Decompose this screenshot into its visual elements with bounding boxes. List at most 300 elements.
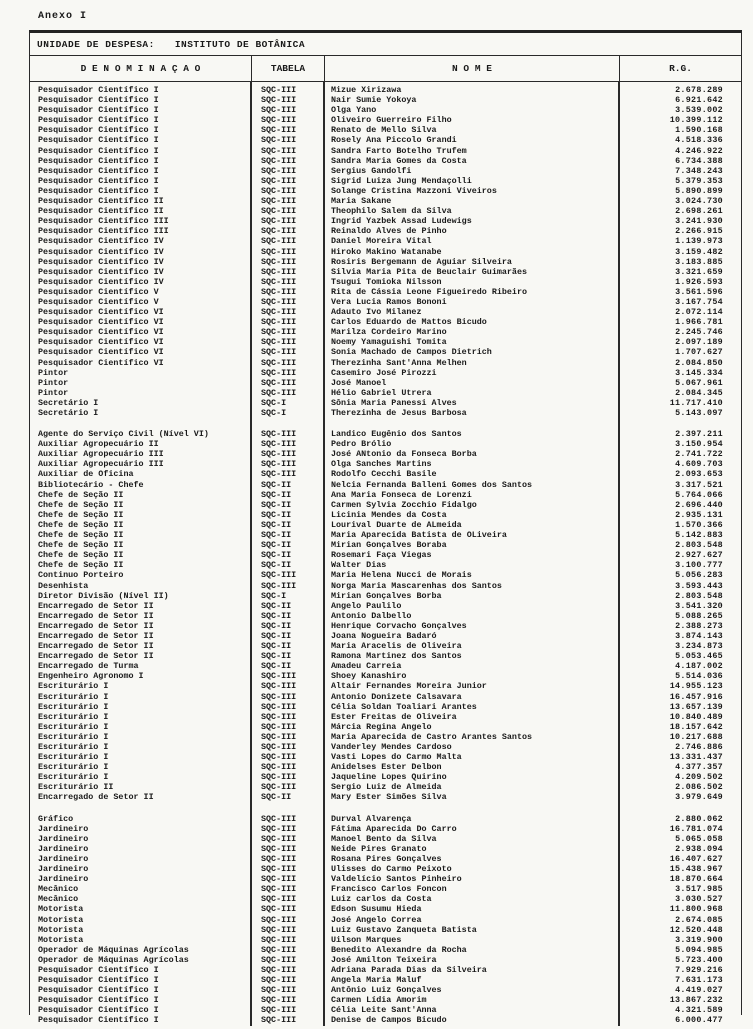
- tabela-cell: SQC-II: [261, 641, 292, 652]
- denominacao-cell: Secretário I: [38, 397, 99, 408]
- nome-cell: Durval Alvarença: [331, 813, 412, 824]
- denominacao-cell: Jardineiro: [38, 833, 89, 844]
- denominacao-cell: Encarregado de Setor II: [38, 620, 154, 631]
- nome-cell: Rita de Cássia Leone Figueiredo Ribeiro: [331, 286, 528, 297]
- table-row: [30, 702, 741, 712]
- rg-cell: 2.935.131: [675, 509, 723, 520]
- denominacao-cell: Escriturário I: [38, 691, 109, 702]
- denominacao-cell: Pesquisador Científico VI: [38, 317, 164, 328]
- denominacao-cell: Pintor: [38, 367, 69, 378]
- table-row: [30, 671, 741, 681]
- denominacao-cell: Escriturário I: [38, 731, 109, 742]
- denominacao-cell: Pesquisador Científico I: [38, 985, 159, 996]
- table-row: [30, 459, 741, 469]
- rg-cell: 4.419.027: [675, 985, 723, 996]
- table-row: [30, 692, 741, 702]
- tabela-cell: SQC-II: [261, 792, 292, 803]
- denominacao-cell: Pesquisador Científico I: [38, 964, 159, 975]
- rg-cell: 3.517.985: [675, 884, 723, 895]
- rg-cell: 14.955.123: [669, 681, 723, 692]
- denominacao-cell: Chefe de Seção II: [38, 530, 124, 541]
- table-row: [30, 388, 741, 398]
- table-row: [30, 398, 741, 408]
- tabela-cell: SQC-III: [261, 731, 297, 742]
- denominacao-cell: Operador de Máquinas Agrícolas: [38, 944, 189, 955]
- denominacao-cell: Encarregado de Setor II: [38, 792, 154, 803]
- nome-cell: Silvia Maria Pita de Beuclair Guimarães: [331, 266, 528, 277]
- denominacao-cell: Pesquisador Científico V: [38, 296, 159, 307]
- nome-cell: Joana Nogueira Badaró: [331, 630, 437, 641]
- column-divider: [250, 82, 252, 1026]
- unit-value: INSTITUTO DE BOTÂNICA: [174, 38, 306, 50]
- denominacao-cell: Pesquisador Científico I: [38, 1005, 159, 1016]
- table-row: [30, 95, 741, 105]
- nome-cell: Sergio Luiz de Almeida: [331, 782, 442, 793]
- nome-cell: Angelo Paulilo: [331, 600, 402, 611]
- nome-cell: Sandra Farto Botelho Trufem: [331, 145, 467, 156]
- table-row: [30, 317, 741, 327]
- table-row: [30, 115, 741, 125]
- table-row: [30, 439, 741, 449]
- column-header-nome: N O M E: [324, 56, 619, 81]
- nome-cell: Mizue Xirizawa: [331, 85, 402, 95]
- personnel-table: [29, 30, 742, 1026]
- tabela-cell: SQC-III: [261, 105, 297, 116]
- denominacao-cell: Pesquisador Científico I: [38, 165, 159, 176]
- denominacao-cell: Pesquisador Científico VI: [38, 337, 164, 348]
- nome-cell: Solange Cristina Mazzoni Viveiros: [331, 185, 497, 196]
- denominacao-cell: Pesquisador Científico I: [38, 135, 159, 146]
- nome-cell: Carmen Sylvia Zocchio Fidalgo: [331, 499, 477, 510]
- nome-cell: Antonio Dalbello: [331, 610, 412, 621]
- tabela-cell: SQC-III: [261, 256, 297, 267]
- rg-cell: 2.803.548: [675, 540, 723, 551]
- tabela-cell: SQC-II: [261, 550, 292, 561]
- tabela-cell: SQC-II: [261, 519, 292, 530]
- tabela-cell: SQC-III: [261, 165, 297, 176]
- denominacao-cell: Pesquisador Científico I: [38, 125, 159, 136]
- denominacao-cell: Pintor: [38, 387, 69, 398]
- denominacao-cell: Mecânico: [38, 894, 79, 905]
- denominacao-cell: Pesquisador Científico I: [38, 185, 159, 196]
- table-row: [30, 874, 741, 884]
- tabela-cell: SQC-III: [261, 95, 297, 106]
- table-row: [30, 752, 741, 762]
- tabela-cell: SQC-III: [261, 823, 297, 834]
- nome-cell: Ramona Martinez dos Santos: [331, 651, 462, 662]
- tabela-cell: SQC-III: [261, 995, 297, 1006]
- rg-cell: 1.590.168: [675, 125, 723, 136]
- denominacao-cell: Auxiliar Agropecuário II: [38, 439, 159, 450]
- tabela-cell: SQC-III: [261, 175, 297, 186]
- nome-cell: Benedito Alexandre da Rocha: [331, 944, 467, 955]
- nome-cell: José Amilton Teixeira: [331, 954, 437, 965]
- rg-cell: 11.717.410: [669, 397, 723, 408]
- table-row: [30, 166, 741, 176]
- table-row: [30, 732, 741, 742]
- table-row: [30, 651, 741, 661]
- denominacao-cell: Pesquisador Científico IV: [38, 236, 164, 247]
- tabela-cell: SQC-III: [261, 752, 297, 763]
- table-row: [30, 146, 741, 156]
- table-row: [30, 236, 741, 246]
- table-row: [30, 429, 741, 439]
- denominacao-cell: Motorista: [38, 924, 84, 935]
- tabela-cell: SQC-III: [261, 469, 297, 480]
- table-row: [30, 247, 741, 257]
- table-row: [30, 277, 741, 287]
- rg-cell: 18.157.642: [669, 721, 723, 732]
- rg-cell: 10.217.688: [669, 731, 723, 742]
- table-row: [30, 267, 741, 277]
- nome-cell: Lourival Duarte de ALmeida: [331, 519, 462, 530]
- tabela-cell: SQC-III: [261, 691, 297, 702]
- nome-cell: Anidelses Ester Delbon: [331, 762, 442, 773]
- tabela-cell: SQC-III: [261, 772, 297, 783]
- denominacao-cell: Motorista: [38, 914, 84, 925]
- table-row: [30, 216, 741, 226]
- tabela-cell: SQC-III: [261, 216, 297, 227]
- table-row: [30, 1015, 741, 1025]
- rg-cell: 5.067.961: [675, 377, 723, 388]
- tabela-cell: SQC-III: [261, 367, 297, 378]
- denominacao-cell: Escriturário I: [38, 721, 109, 732]
- denominacao-cell: Pesquisador Científico I: [38, 145, 159, 156]
- table-row: [30, 550, 741, 560]
- tabela-cell: SQC-III: [261, 813, 297, 824]
- nome-cell: Daniel Moreira Vital: [331, 236, 432, 247]
- denominacao-cell: Escriturário I: [38, 711, 109, 722]
- rg-cell: 6.921.642: [675, 95, 723, 106]
- tabela-cell: SQC-III: [261, 985, 297, 996]
- denominacao-cell: Pesquisador Científico II: [38, 206, 164, 217]
- nome-cell: Olga Yano: [331, 105, 377, 116]
- nome-cell: Ester Freitas de Oliveira: [331, 711, 457, 722]
- denominacao-cell: Encarregado de Turma: [38, 661, 139, 672]
- table-row: [30, 186, 741, 196]
- tabela-cell: SQC-II: [261, 509, 292, 520]
- denominacao-cell: Auxiliar Agropecuário III: [38, 459, 164, 470]
- table-row: [30, 327, 741, 337]
- denominacao-cell: Pesquisador Científico III: [38, 226, 169, 237]
- tabela-cell: SQC-III: [261, 236, 297, 247]
- column-divider: [618, 82, 620, 1026]
- table-row: [30, 894, 741, 904]
- rg-cell: 6.734.388: [675, 155, 723, 166]
- tabela-cell: SQC-III: [261, 266, 297, 277]
- nome-cell: Tsugui Tomioka Nilsson: [331, 276, 442, 287]
- table-row: [30, 742, 741, 752]
- nome-cell: Vanderley Mendes Cardoso: [331, 742, 452, 752]
- tabela-cell: SQC-III: [261, 843, 297, 854]
- nome-cell: Antonio Donizete Calsavara: [331, 691, 462, 702]
- nome-cell: Mirian Gonçalves Borba: [331, 590, 442, 601]
- tabela-cell: SQC-III: [261, 681, 297, 692]
- nome-cell: Norga Maria Mascarenhas dos Santos: [331, 580, 502, 591]
- rg-cell: 1.570.366: [675, 519, 723, 530]
- tabela-cell: SQC-III: [261, 570, 297, 581]
- table-row: [30, 257, 741, 267]
- rg-cell: 7.631.173: [675, 975, 723, 986]
- denominacao-cell: Chefe de Seção II: [38, 499, 124, 510]
- rg-cell: 5.143.097: [675, 408, 723, 418]
- rg-cell: 5.379.353: [675, 175, 723, 186]
- table-row: [30, 935, 741, 945]
- rg-cell: 3.539.002: [675, 105, 723, 116]
- nome-cell: Célia Leite Sant'Anna: [331, 1005, 437, 1016]
- tabela-cell: SQC-III: [261, 904, 297, 915]
- rg-cell: 3.321.659: [675, 266, 723, 277]
- nome-cell: Mary Ester Simões Silva: [331, 792, 447, 803]
- nome-cell: Renato de Mello Silva: [331, 125, 437, 136]
- group-gap: [30, 418, 741, 429]
- tabela-cell: SQC-III: [261, 1015, 297, 1026]
- tabela-cell: SQC-II: [261, 499, 292, 510]
- table-row: [30, 792, 741, 802]
- nome-cell: Casemiro José Pirozzi: [331, 367, 437, 378]
- rg-cell: 2.072.114: [675, 307, 723, 318]
- denominacao-cell: Pesquisador Científico I: [38, 115, 159, 126]
- nome-cell: Neide Pires Granato: [331, 843, 427, 854]
- rg-cell: 18.870.664: [669, 874, 723, 885]
- nome-cell: Therezinha de Jesus Barbosa: [331, 408, 467, 418]
- table-body: [30, 82, 741, 1026]
- tabela-cell: SQC-III: [261, 196, 297, 207]
- table-row: [30, 540, 741, 550]
- nome-cell: Hiroko Makino Watanabe: [331, 246, 442, 257]
- tabela-cell: SQC-III: [261, 975, 297, 986]
- rg-cell: 4.609.703: [675, 459, 723, 470]
- denominacao-cell: Engenheiro Agronomo I: [38, 671, 144, 682]
- nome-cell: Ingrid Yazbek Assad Ludewigs: [331, 216, 472, 227]
- nome-cell: Noemy Yamaguishi Tomita: [331, 337, 447, 348]
- table-row: [30, 196, 741, 206]
- tabela-cell: SQC-II: [261, 479, 292, 490]
- column-header-row: [30, 56, 741, 82]
- rg-cell: 3.561.596: [675, 286, 723, 297]
- denominacao-cell: Bibliotecário - Chefe: [38, 479, 144, 490]
- denominacao-cell: Pintor: [38, 377, 69, 388]
- table-row: [30, 814, 741, 824]
- rg-cell: 13.331.437: [669, 752, 723, 763]
- table-row: [30, 469, 741, 479]
- rg-cell: 2.803.548: [675, 590, 723, 601]
- rg-cell: 3.319.900: [675, 934, 723, 945]
- table-row: [30, 337, 741, 347]
- nome-cell: Carlos Eduardo de Mattos Bicudo: [331, 317, 487, 328]
- nome-cell: Nair Sumie Yokoya: [331, 95, 417, 106]
- table-row: [30, 206, 741, 216]
- column-header-rg: R.G.: [619, 56, 741, 81]
- nome-cell: Adauto Ivo Milanez: [331, 307, 422, 318]
- tabela-cell: SQC-III: [261, 155, 297, 166]
- tabela-cell: SQC-II: [261, 661, 292, 672]
- denominacao-cell: Pesquisador Científico VI: [38, 357, 164, 368]
- nome-cell: Antônio Luiz Gonçalves: [331, 985, 442, 996]
- rg-cell: 13.657.139: [669, 701, 723, 712]
- table-row: [30, 510, 741, 520]
- denominacao-cell: Chefe de Seção II: [38, 550, 124, 561]
- nome-cell: Marilza Cordeiro Marino: [331, 327, 447, 338]
- denominacao-cell: Chefe de Seção II: [38, 560, 124, 571]
- rg-cell: 3.979.649: [675, 792, 723, 803]
- nome-cell: Amadeu Carreia: [331, 661, 402, 672]
- table-row: [30, 297, 741, 307]
- table-row: [30, 925, 741, 935]
- rg-cell: 2.741.722: [675, 449, 723, 460]
- denominacao-cell: Secretário I: [38, 408, 99, 418]
- rg-cell: 13.867.232: [669, 995, 723, 1006]
- rg-cell: 1.139.973: [675, 236, 723, 247]
- tabela-cell: SQC-III: [261, 357, 297, 368]
- rg-cell: 1.926.593: [675, 276, 723, 287]
- nome-cell: Ulisses do Carmo Peixoto: [331, 864, 452, 875]
- nome-cell: Rosiris Bergemann de Aguiar Silveira: [331, 256, 512, 267]
- tabela-cell: SQC-III: [261, 439, 297, 450]
- table-row: [30, 226, 741, 236]
- rg-cell: 3.183.885: [675, 256, 723, 267]
- rg-cell: 2.097.189: [675, 337, 723, 348]
- denominacao-cell: Pesquisador Científico I: [38, 1015, 159, 1026]
- rg-cell: 3.145.334: [675, 367, 723, 378]
- table-row: [30, 864, 741, 874]
- nome-cell: Jaqueline Lopes Quirino: [331, 772, 447, 783]
- table-row: [30, 995, 741, 1005]
- nome-cell: Altair Fernandes Moreira Junior: [331, 681, 487, 692]
- nome-cell: Maria Aparecida Batista de OLiveira: [331, 530, 507, 541]
- denominacao-cell: Pesquisador Científico IV: [38, 266, 164, 277]
- tabela-cell: SQC-III: [261, 337, 297, 348]
- tabela-cell: SQC-III: [261, 135, 297, 146]
- tabela-cell: SQC-II: [261, 600, 292, 611]
- denominacao-cell: Encarregado de Setor II: [38, 630, 154, 641]
- nome-cell: Sonia Machado de Campos Dietrich: [331, 347, 492, 358]
- rg-cell: 7.348.243: [675, 165, 723, 176]
- table-row: [30, 347, 741, 357]
- table-row: [30, 105, 741, 115]
- table-row: [30, 965, 741, 975]
- rg-cell: 3.150.954: [675, 439, 723, 450]
- tabela-cell: SQC-III: [261, 246, 297, 257]
- denominacao-cell: Encarregado de Setor II: [38, 600, 154, 611]
- tabela-cell: SQC-II: [261, 530, 292, 541]
- rg-cell: 2.093.653: [675, 469, 723, 480]
- denominacao-cell: Jardineiro: [38, 843, 89, 854]
- nome-cell: Maria Helena Nucci de Morais: [331, 570, 472, 581]
- tabela-cell: SQC-III: [261, 721, 297, 732]
- nome-cell: Uilson Marques: [331, 934, 402, 945]
- rg-cell: 2.084.345: [675, 387, 723, 398]
- denominacao-cell: Escriturário II: [38, 782, 114, 793]
- denominacao-cell: Encarregado de Setor II: [38, 610, 154, 621]
- rg-cell: 10.840.489: [669, 711, 723, 722]
- nome-cell: Vera Lucia Ramos Bononi: [331, 296, 447, 307]
- denominacao-cell: Pesquisador Científico I: [38, 175, 159, 186]
- nome-cell: Nelcia Fernanda Balleni Gomes dos Santos: [331, 479, 533, 490]
- nome-cell: Vasti Lopes do Carmo Malta: [331, 752, 462, 763]
- nome-cell: Landico Eugênio dos Santos: [331, 429, 462, 440]
- tabela-cell: SQC-III: [261, 307, 297, 318]
- nome-cell: Mirian Gonçalves Boraba: [331, 540, 447, 551]
- rg-cell: 3.167.754: [675, 296, 723, 307]
- tabela-cell: SQC-III: [261, 185, 297, 196]
- tabela-cell: SQC-III: [261, 276, 297, 287]
- table-row: [30, 85, 741, 95]
- denominacao-cell: Auxiliar de Oficina: [38, 469, 134, 480]
- nome-cell: Adriana Parada Dias da Silveira: [331, 964, 487, 975]
- rg-cell: 6.000.477: [675, 1015, 723, 1026]
- denominacao-cell: Pesquisador Científico I: [38, 85, 159, 95]
- denominacao-cell: Auxiliar Agropecuário III: [38, 449, 164, 460]
- denominacao-cell: Gráfico: [38, 813, 74, 824]
- table-row: [30, 834, 741, 844]
- tabela-cell: SQC-II: [261, 620, 292, 631]
- rg-cell: 2.698.261: [675, 206, 723, 217]
- denominacao-cell: Escriturário I: [38, 752, 109, 763]
- table-row: [30, 621, 741, 631]
- tabela-cell: SQC-III: [261, 347, 297, 358]
- tabela-cell: SQC-III: [261, 954, 297, 965]
- tabela-cell: SQC-III: [261, 459, 297, 470]
- nome-cell: Walter Dias: [331, 560, 387, 571]
- table-row: [30, 449, 741, 459]
- table-row: [30, 641, 741, 651]
- tabela-cell: SQC-III: [261, 701, 297, 712]
- table-row: [30, 520, 741, 530]
- table-row: [30, 560, 741, 570]
- table-row: [30, 581, 741, 591]
- nome-cell: Hélio Gabriel Utrera: [331, 387, 432, 398]
- table-row: [30, 378, 741, 388]
- denominacao-cell: Pesquisador Científico V: [38, 286, 159, 297]
- table-row: [30, 135, 741, 145]
- table-row: [30, 125, 741, 135]
- table-row: [30, 611, 741, 621]
- tabela-cell: SQC-III: [261, 115, 297, 126]
- table-row: [30, 570, 741, 580]
- denominacao-cell: Jardineiro: [38, 823, 89, 834]
- table-row: [30, 490, 741, 500]
- table-row: [30, 904, 741, 914]
- nome-cell: Reinaldo Alves de Pinho: [331, 226, 447, 237]
- nome-cell: Licinia Mendes da Costa: [331, 509, 447, 520]
- rg-cell: 5.142.883: [675, 530, 723, 541]
- tabela-cell: SQC-III: [261, 711, 297, 722]
- group-gap: [30, 803, 741, 814]
- nome-cell: Rosana Pires Gonçalves: [331, 853, 442, 864]
- nome-cell: Edson Susumu Hieda: [331, 904, 422, 915]
- table-row: [30, 601, 741, 611]
- nome-cell: Shoey Kanashiro: [331, 671, 407, 682]
- rg-cell: 4.187.002: [675, 661, 723, 672]
- tabela-cell: SQC-II: [261, 540, 292, 551]
- tabela-cell: SQC-III: [261, 894, 297, 905]
- nome-cell: Sergius Gandolfi: [331, 165, 412, 176]
- table-row: [30, 530, 741, 540]
- table-row: [30, 681, 741, 691]
- nome-cell: Pedro Brólio: [331, 439, 392, 450]
- rg-cell: 3.159.482: [675, 246, 723, 257]
- table-row: [30, 307, 741, 317]
- rg-cell: 2.086.502: [675, 782, 723, 793]
- rg-cell: 5.056.283: [675, 570, 723, 581]
- denominacao-cell: Pesquisador Científico I: [38, 975, 159, 986]
- rg-cell: 4.518.336: [675, 135, 723, 146]
- denominacao-cell: Pesquisador Científico III: [38, 216, 169, 227]
- nome-cell: Carmen Lídia Amorim: [331, 995, 427, 1006]
- tabela-cell: SQC-III: [261, 125, 297, 136]
- rg-cell: 2.678.289: [675, 85, 723, 95]
